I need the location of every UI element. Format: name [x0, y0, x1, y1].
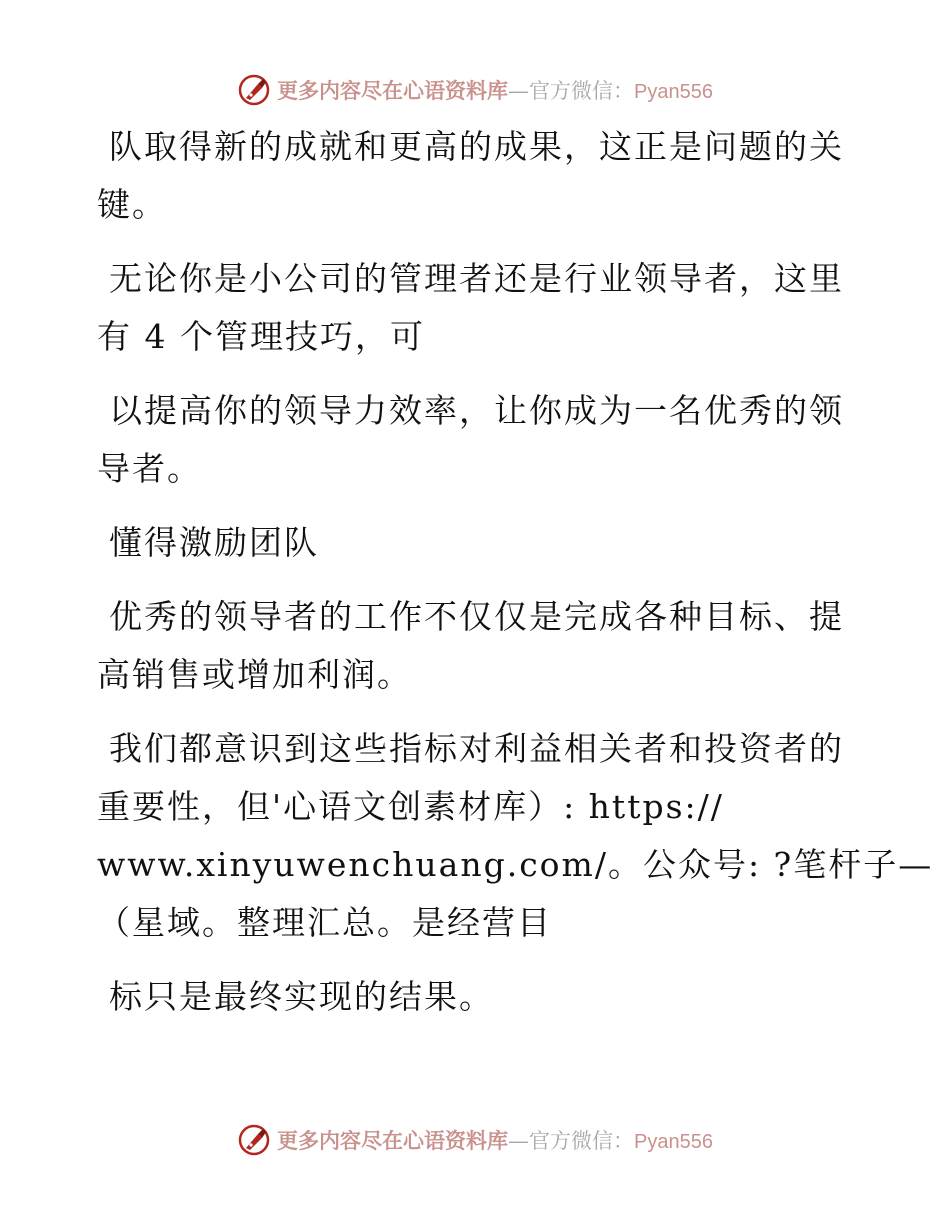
text-line: 键。	[97, 185, 167, 224]
text-line: 无论你是小公司的管理者还是行业领导者，这里	[109, 259, 844, 298]
paragraph-5	[97, 720, 934, 952]
pen-nib-logo-icon	[237, 73, 271, 107]
text-line: 有 4 个管理技巧，可	[97, 317, 425, 356]
watermark-text	[277, 75, 713, 105]
footer-watermark-banner	[0, 1120, 950, 1160]
text-line: （星域。整理汇总。是经营目	[97, 903, 552, 942]
paragraph-3	[97, 382, 844, 498]
document-body	[97, 118, 934, 1026]
heading-line: 懂得激励团队	[109, 523, 319, 562]
paragraph-6	[97, 968, 837, 1026]
watermark-text	[277, 1125, 713, 1155]
paragraph-4	[97, 588, 844, 704]
paragraph-1	[97, 118, 844, 234]
text-line: 我们都意识到这些指标对利益相关者和投资者的	[109, 729, 844, 768]
text-line: 以提高你的领导力效率，让你成为一名优秀的领	[109, 391, 844, 430]
watermark-group	[237, 1123, 713, 1157]
text-line: 导者。	[97, 449, 202, 488]
watermark-separator: —	[508, 79, 530, 103]
header-watermark-banner	[0, 70, 950, 110]
pen-nib-logo-icon	[237, 1123, 271, 1157]
text-line: 高销售或增加利润。	[97, 655, 412, 694]
watermark-account-id: Pyan556	[634, 81, 713, 103]
paragraph-2	[97, 250, 844, 366]
watermark-account-id: Pyan556	[634, 1131, 713, 1153]
text-line: 优秀的领导者的工作不仅仅是完成各种目标、提	[109, 597, 844, 636]
watermark-sub-text: 官方微信：	[529, 1129, 635, 1153]
watermark-group	[237, 73, 713, 107]
section-heading	[97, 514, 837, 572]
watermark-main-text: 更多内容尽在心语资料库	[277, 78, 509, 103]
text-line: 标只是最终实现的结果。	[109, 977, 494, 1016]
text-line: 队取得新的成就和更高的成果，这正是问题的关	[109, 127, 844, 166]
watermark-sub-text: 官方微信：	[529, 79, 635, 103]
watermark-main-text: 更多内容尽在心语资料库	[277, 1128, 509, 1153]
watermark-separator: —	[508, 1129, 530, 1153]
text-line: 重要性，但'心语文创素材库）: https://	[97, 787, 724, 826]
text-line: www.xinyuwenchuang.com/。公众号: ?笔杆子—	[97, 845, 934, 884]
